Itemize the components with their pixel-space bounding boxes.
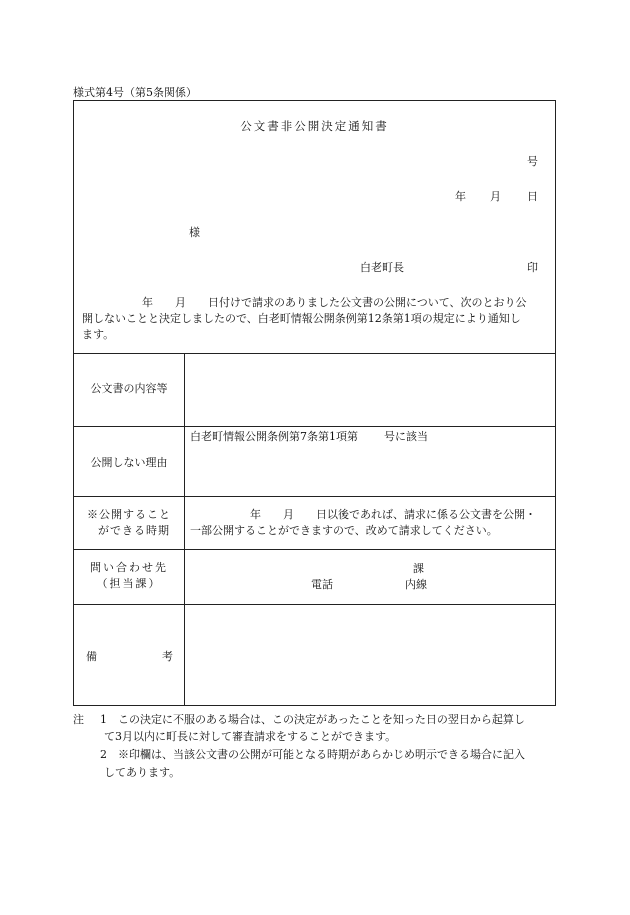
intro-line1: 日付けで請求のありました公文書の公開について、次のとおり公: [208, 296, 527, 309]
period-line2: 一部公開することができますので、改めて請求してください。: [190, 524, 498, 537]
issuer-name: 白老町長: [360, 261, 404, 274]
note-1-number: 1: [100, 713, 107, 726]
reason-text-b: 号に該当: [384, 430, 428, 443]
note-1-line2: て3月以内に町長に対して審査請求をすることができます。: [104, 730, 397, 743]
intro-line3: ます。: [82, 328, 115, 341]
period-month: 月: [283, 508, 294, 521]
period-year: 年: [250, 508, 261, 521]
reason-row-label: 公開しない理由: [90, 456, 168, 469]
period-label-line1: ※公開すること: [87, 508, 171, 521]
note-2-number: 2: [100, 748, 107, 761]
contact-phone-label: 電話: [311, 578, 333, 591]
date-year-label: 年: [455, 190, 466, 203]
addressee-suffix: 様: [189, 226, 200, 239]
period-label-line2: ができる時期: [98, 524, 170, 537]
date-day-label: 日: [527, 190, 538, 203]
contact-label: [74, 560, 184, 592]
intro-paragraph: [82, 295, 550, 343]
notice-form-table: [73, 100, 556, 706]
note-2-line1: ※印欄は、当該公文書の公開が可能となる時期があらかじめ明示できる場合に記入: [118, 748, 525, 761]
contact-extension-label: 内線: [405, 578, 427, 591]
content-row-label: 公文書の内容等: [90, 382, 168, 395]
note-2-line2: してあります。: [104, 766, 181, 779]
disclosure-period-text: [190, 507, 536, 539]
remarks-label-char2: 考: [162, 650, 173, 663]
note-1-line1: この決定に不服のある場合は、この決定があったことを知った日の翌日から起算し: [118, 713, 525, 726]
contact-section-label: 課: [413, 562, 424, 575]
contact-label-line1: 問い合わせ先: [90, 561, 168, 574]
document-title: 公文書非公開決定通知書: [240, 119, 389, 133]
remarks-label-char1: 備: [86, 650, 97, 663]
disclosure-period-label: [74, 507, 184, 539]
seal-mark: 印: [527, 261, 538, 274]
intro-month: 月: [175, 296, 186, 309]
intro-year: 年: [142, 296, 153, 309]
reason-text-a: 白老町情報公開条例第7条第1項第: [190, 430, 358, 443]
note-prefix: 注: [73, 713, 84, 726]
intro-line2: 開しないことと決定しましたので、白老町情報公開条例第12条第1項の規定により通知し: [82, 312, 521, 325]
period-line1: 日以後であれば、請求に係る公文書を公開・: [316, 508, 536, 521]
form-number-label: 様式第4号（第5条関係）: [73, 86, 197, 99]
date-month-label: 月: [490, 190, 501, 203]
reason-text: [190, 428, 428, 444]
document-number-label: 号: [527, 155, 538, 168]
contact-label-line2: （担当課）: [96, 577, 162, 590]
